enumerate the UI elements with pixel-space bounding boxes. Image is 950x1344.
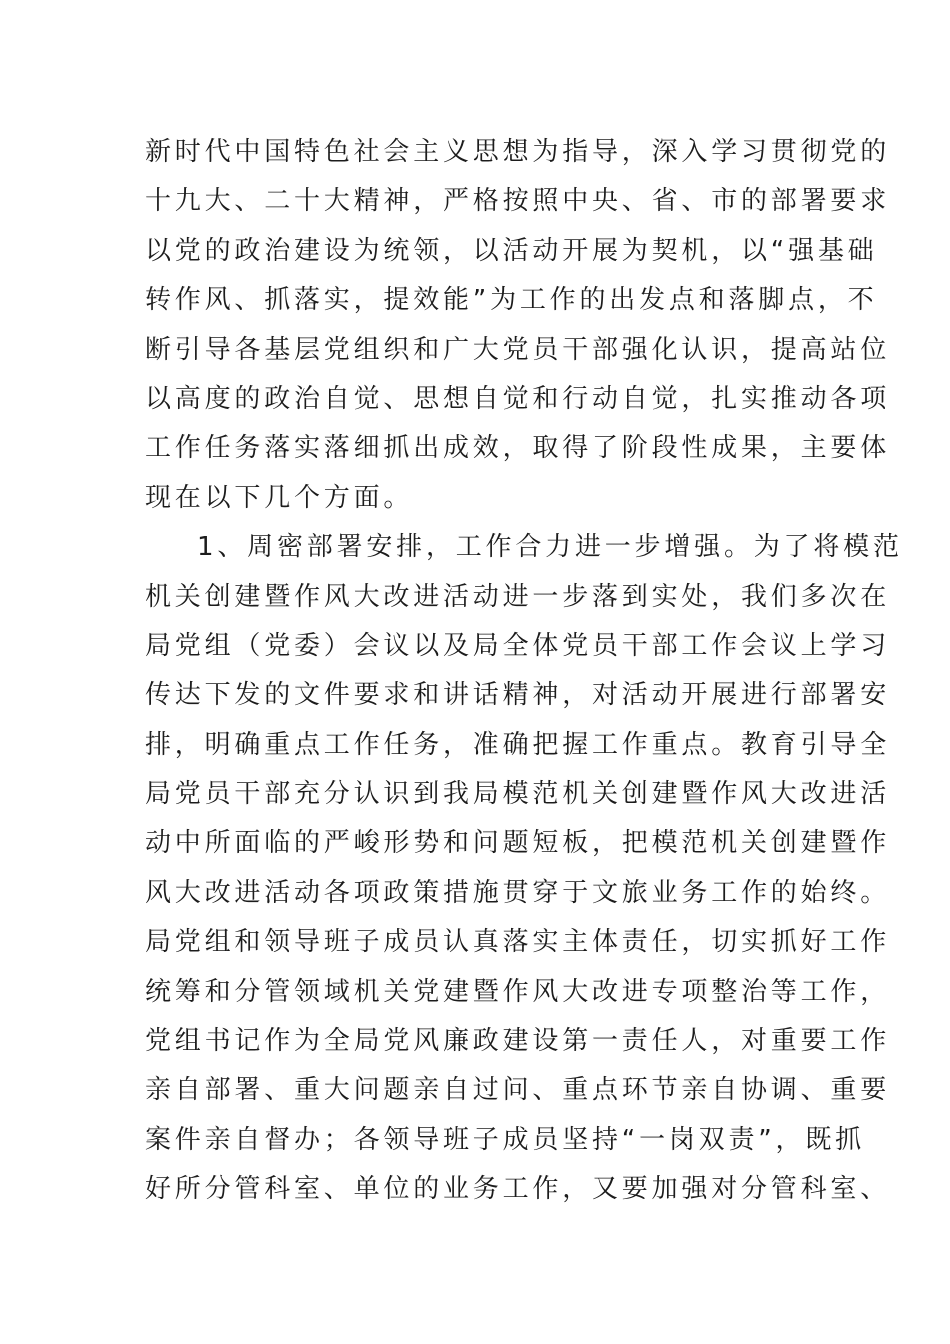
paragraph-2-line-12: 亲自部署、重大问题亲自过问、重点环节亲自协调、重要 [145, 1075, 891, 1106]
paragraph-1-line-5: 断引导各基层党组织和广大党员干部强化认识，提高站位 [145, 334, 891, 365]
paragraph-2-line-6: 局党员干部充分认识到我局模范机关创建暨作风大改进活 [145, 779, 891, 810]
paragraph-2-line-4: 传达下发的文件要求和讲话精神，对活动开展进行部署安 [145, 680, 891, 711]
paragraph-2-line-14: 好所分管科室、单位的业务工作，又要加强对分管科室、 [145, 1174, 891, 1205]
body-text [145, 128, 903, 1215]
paragraph-2-line-2: 机关创建暨作风大改进活动进一步落到实处，我们多次在 [145, 581, 891, 612]
paragraph-2-line-3: 局党组（党委）会议以及局全体党员干部工作会议上学习 [145, 630, 891, 661]
paragraph-1-line-8: 现在以下几个方面。 [145, 482, 414, 513]
paragraph-2-line-8: 风大改进活动各项政策措施贯穿于文旅业务工作的始终。 [145, 877, 891, 908]
paragraph-2-line-7: 动中所面临的严峻形势和问题短板，把模范机关创建暨作 [145, 828, 891, 859]
paragraph-1-line-3: 以党的政治建设为统领，以活动开展为契机，以“强基础 [145, 235, 878, 266]
paragraph-2-line-9: 局党组和领导班子成员认真落实主体责任，切实抓好工作 [145, 927, 891, 958]
paragraph-1-line-7: 工作任务落实落细抓出成效，取得了阶段性成果，主要体 [145, 433, 891, 464]
paragraph-2-line-11: 党组书记作为全局党风廉政建设第一责任人，对重要工作 [145, 1026, 891, 1057]
paragraph-2-line-13: 案件亲自督办；各领导班子成员坚持“一岗双责”，既抓 [145, 1124, 865, 1155]
paragraph-1-line-2: 十九大、二十大精神，严格按照中央、省、市的部署要求 [145, 186, 891, 217]
paragraph-2-line-1: 1、周密部署安排，工作合力进一步增强。为了将模范 [197, 532, 903, 563]
paragraph-2-line-5: 排，明确重点工作任务，准确把握工作重点。教育引导全 [145, 729, 891, 760]
paragraph-1-line-1: 新时代中国特色社会主义思想为指导，深入学习贯彻党的 [145, 137, 891, 167]
paragraph-1-line-6: 以高度的政治自觉、思想自觉和行动自觉，扎实推动各项 [145, 383, 891, 414]
paragraph-2-line-10: 统筹和分管领域机关党建暨作风大改进专项整治等工作， [145, 976, 891, 1007]
paragraph-1-line-4: 转作风、抓落实，提效能”为工作的出发点和落脚点，不 [145, 285, 878, 316]
